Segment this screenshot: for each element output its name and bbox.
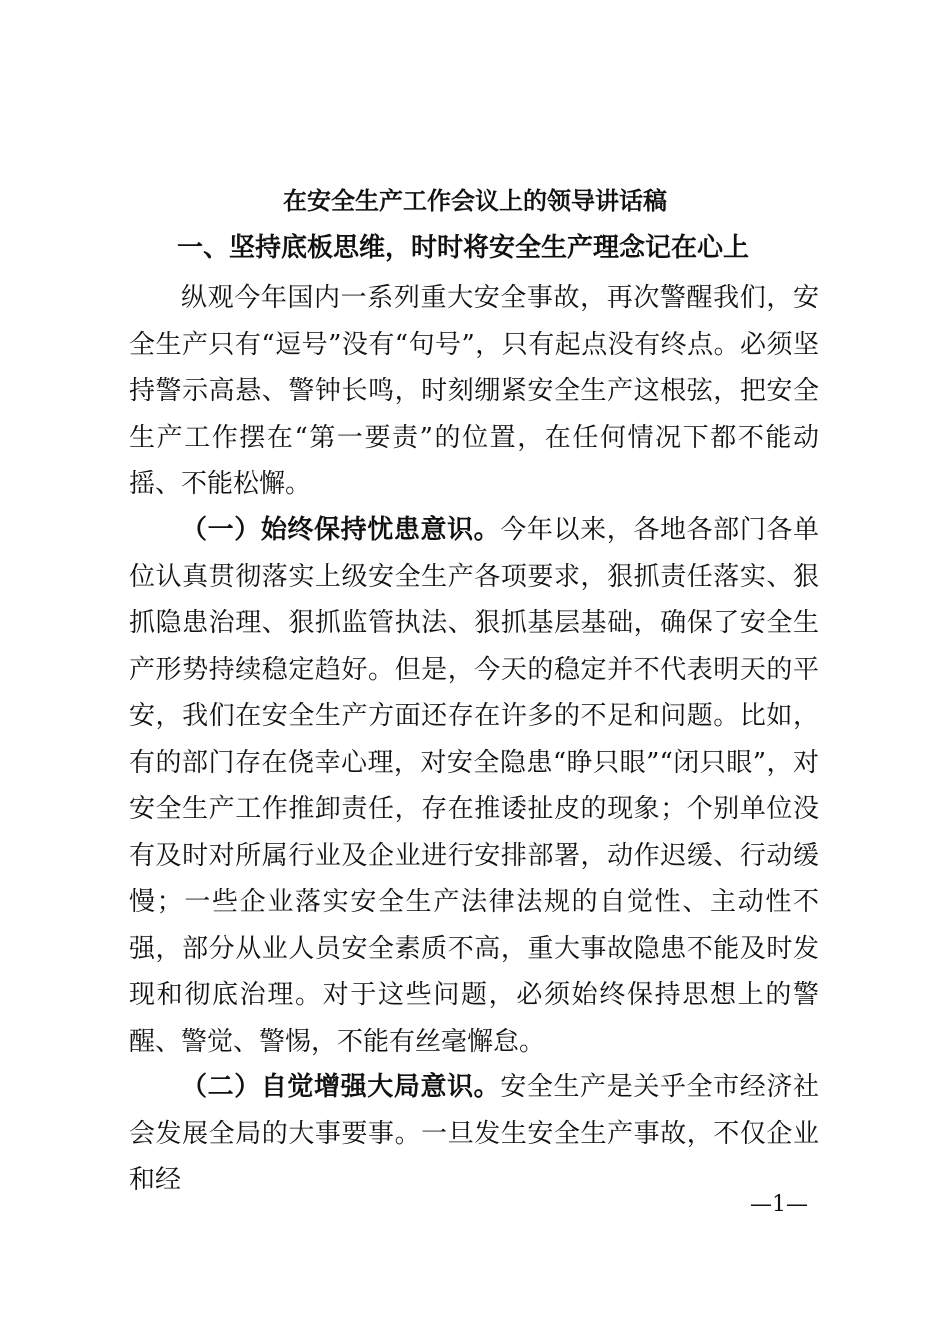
paragraph-3-block	[129, 1064, 819, 1204]
document-title: 在安全生产工作会议上的领导讲话稿	[283, 186, 667, 215]
paragraph-2-lead: （一）始终保持忧患意识。	[181, 515, 501, 545]
page-number: —1—	[750, 1192, 808, 1217]
paragraph-2-text: 今年以来，各地各部门各单位认真贯彻落实上级安全生产各项要求，狠抓责任落实、狠抓隐患治理、狠抓监管执法、狠抓基层基础，确保了安全生产形势持续稳定趋好。但是，今天的稳定并不代表明天的平安，我们在安全生产方面还存在许多的不足和问题。比如，有的部门存在侥幸心理，对安全隐患“睁只眼”“闭只眼”，对安全生产工作推卸责任，存在推诿扯皮的现象；个别单位没有及时对所属行业及企业进行安排部署，动作迟缓、行动缓慢；一些企业落实安全生产法律法规的自觉性、主动性不强，部分从业人员安全素质不高，重大事故隐患不能及时发现和彻底治理。对于这些问题，必须始终保持思想上的警醒、警觉、警惕，不能有丝毫懈怠。	[129, 515, 819, 1057]
paragraph-1: 纵观今年国内一系列重大安全事故，再次警醒我们，安全生产只有“逗号”没有“句号”，只有起点没有终点。必须坚持警示高悬、警钟长鸣，时刻绷紧安全生产这根弦，把安全生产工作摆在“第一要责”的位置，在任何情况下都不能动摇、不能松懈。	[129, 283, 819, 499]
paragraph-3-text: 安全生产是关乎全市经济社会发展全局的大事要事。一旦发生安全生产事故，不仅企业和经	[129, 1072, 819, 1195]
paragraph-2	[129, 507, 819, 1065]
paragraph-3	[129, 1064, 819, 1204]
section-heading: 一、坚持底板思维，时时将安全生产理念记在心上	[177, 233, 750, 263]
paragraph-2-block	[129, 507, 819, 1065]
paragraph-1-block	[129, 275, 819, 508]
paragraph-3-lead: （二）自觉增强大局意识。	[181, 1072, 501, 1102]
